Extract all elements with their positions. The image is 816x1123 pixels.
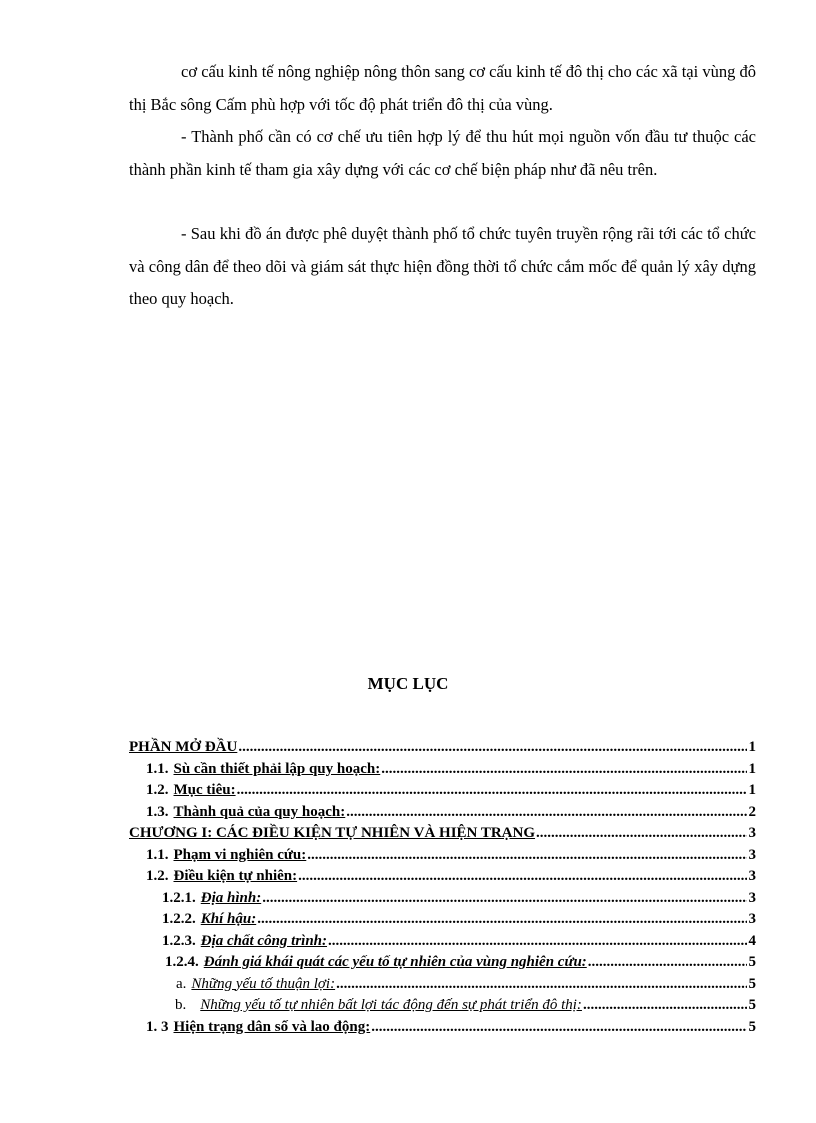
toc-entry-number: 1.2.2. — [162, 911, 196, 927]
toc-entry-text: Những yếu tố tự nhiên bất lợi tác động đến sự phát triển đô thị: — [200, 997, 582, 1013]
paragraph-3: - Sau khi đồ án được phê duyệt thành phố tổ chức tuyên truyền rộng rãi tới các tổ chức và công dân để theo dõi và giám sát thực hiện đồng thời tổ chức cắm mốc để quản lý xây dựng theo quy hoạch. — [129, 224, 756, 308]
toc-entry[interactable] — [129, 974, 756, 996]
toc-entry-text: Phạm vi nghiên cứu: — [173, 846, 307, 863]
paragraph-1: cơ cấu kinh tế nông nghiệp nông thôn sang cơ cấu kinh tế đô thị cho các xã tại vùng đô thị Bắc sông Cấm phù hợp với tốc độ phát triển đô thị của vùng. — [129, 62, 756, 114]
toc-leader — [371, 1017, 746, 1039]
toc-entry[interactable] — [129, 931, 756, 953]
table-of-contents — [129, 737, 756, 1038]
toc-entry[interactable] — [129, 823, 756, 845]
toc-leader — [336, 974, 746, 996]
toc-page-number: 3 — [748, 825, 756, 841]
toc-page-number: 1 — [748, 739, 756, 755]
toc-entry-text: Địa chất công trình: — [200, 932, 328, 949]
toc-entry-text: Điều kiện tự nhiên: — [173, 868, 298, 884]
toc-entry[interactable] — [129, 909, 756, 931]
toc-page-number: 5 — [748, 997, 756, 1013]
toc-entry[interactable] — [129, 802, 756, 824]
toc-entry-text: Khí hậu: — [200, 911, 257, 927]
toc-entry[interactable] — [129, 845, 756, 867]
toc-page-number: 1 — [748, 760, 756, 777]
toc-entry-number: b. — [175, 997, 187, 1013]
toc-page-number: 2 — [748, 803, 756, 820]
toc-page-number: 3 — [748, 846, 756, 863]
toc-leader — [346, 802, 746, 824]
toc-page-number: 5 — [748, 975, 756, 992]
toc-leader — [307, 845, 746, 867]
toc-entry-text: Những yếu tố thuận lợi: — [191, 975, 336, 992]
toc-title: MỤC LỤC — [367, 674, 449, 693]
toc-leader — [262, 888, 746, 910]
toc-entry[interactable] — [129, 952, 756, 974]
toc-entry[interactable] — [129, 759, 756, 781]
toc-entry-number: a. — [176, 975, 187, 992]
toc-entry[interactable] — [129, 995, 756, 1017]
toc-page-number: 4 — [748, 932, 756, 949]
toc-leader — [536, 823, 746, 845]
toc-entry-number: 1. 3 — [146, 1018, 169, 1035]
toc-entry[interactable] — [129, 866, 756, 888]
toc-entry-text: CHƯƠNG I: CÁC ĐIỀU KIỆN TỰ NHIÊN VÀ HIỆN TRẠNG — [129, 825, 536, 841]
toc-entry-text: Địa hình: — [200, 889, 262, 906]
toc-entry-number: 1.3. — [146, 803, 169, 820]
toc-leader — [237, 780, 747, 802]
toc-leader — [298, 866, 746, 888]
toc-entry-text: PHẦN MỞ ĐẦU — [129, 739, 238, 755]
toc-entry-number: 1.2.1. — [162, 889, 196, 906]
toc-leader — [583, 995, 747, 1017]
toc-entry-number: 1.2. — [146, 782, 169, 798]
toc-entry-number: 1.1. — [146, 760, 169, 777]
toc-page-number: 3 — [748, 911, 756, 927]
toc-entry[interactable] — [129, 780, 756, 802]
toc-leader — [588, 952, 747, 974]
toc-page-number: 3 — [748, 889, 756, 906]
toc-leader — [381, 759, 746, 781]
toc-entry[interactable] — [129, 1017, 756, 1039]
toc-entry-text: Hiện trạng dân số và lao động: — [173, 1018, 371, 1035]
toc-entry[interactable] — [129, 888, 756, 910]
toc-entry-text: Thành quả của quy hoạch: — [173, 803, 346, 820]
toc-entry-number: 1.2.3. — [162, 932, 196, 949]
toc-entry-number: 1.1. — [146, 846, 169, 863]
toc-page-number: 1 — [748, 782, 756, 798]
toc-leader — [238, 737, 746, 759]
toc-page-number: 3 — [748, 868, 756, 884]
paragraph-2: - Thành phố cần có cơ chế ưu tiên hợp lý để thu hút mọi nguồn vốn đầu tư thuộc các thành phần kinh tế tham gia xây dựng với các cơ chế biện pháp như đã nêu trên. — [129, 127, 756, 179]
toc-entry-text: Sù cần thiết phải lập quy hoạch: — [173, 760, 381, 777]
toc-entry-number: 1.2. — [146, 868, 169, 884]
toc-entry-text: Mục tiêu: — [173, 782, 236, 798]
toc-page-number: 5 — [748, 954, 756, 970]
toc-leader — [328, 931, 746, 953]
toc-leader — [257, 909, 746, 931]
toc-page-number: 5 — [748, 1018, 756, 1035]
toc-entry[interactable] — [129, 737, 756, 759]
toc-entry-text: Đánh giá khái quát các yếu tố tự nhiên của vùng nghiên cứu: — [203, 954, 587, 970]
toc-entry-number: 1.2.4. — [165, 954, 199, 970]
